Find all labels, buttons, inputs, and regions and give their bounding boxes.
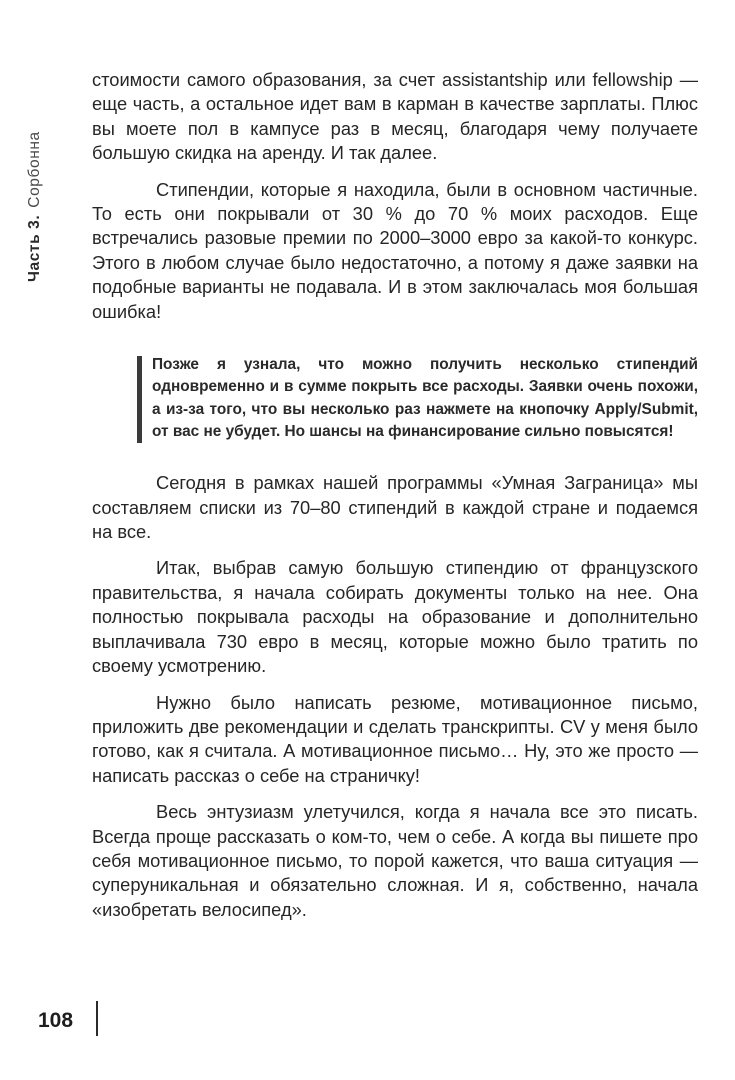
paragraph-1: стоимости самого образования, за счет assistantship или fellowship — еще часть, а остальное идет вам в карман в качестве зарплаты. Плюс вы моете пол в кампусе раз в месяц, благодаря чему получаете большую скидка на аренду. И так далее. <box>92 69 698 164</box>
running-head-part: Часть 3. <box>26 214 43 282</box>
callout-box <box>137 354 698 443</box>
running-head-title: Сорбонна <box>26 131 43 208</box>
paragraph-3: Сегодня в рамках нашей программы «Умная Заграница» мы составляем списки из 70–80 стипендий в каждой стране и подаемся на все. <box>92 472 698 543</box>
paragraph-6: Весь энтузиазм улетучился, когда я начала все это писать. Всегда проще рассказать о ком-то, чем о себе. А когда вы пишете про себя мотивационное письмо, то порой кажется, что ваша ситуация — суперуникальная и обязательно сложная. И я, собственно, начала «изобретать велосипед». <box>92 801 698 920</box>
page-number-rule <box>96 1001 98 1036</box>
paragraph-2: Стипендии, которые я находила, были в основном частичные. То есть они покрывали от 30 % до 70 % моих расходов. Еще встречались разовые премии по 2000–3000 евро за какой-то конкурс. Этого в любом случае было недостаточно, а потому я даже заявки на подобные варианты не подавала. И в этом заключалась моя большая ошибка! <box>92 178 698 322</box>
paragraph-gap <box>92 166 698 178</box>
running-head <box>18 72 52 282</box>
callout-bar <box>137 356 142 443</box>
paragraph-5: Нужно было написать резюме, мотивационное письмо, приложить две рекомендации и сделать транскрипты. CV у меня было готово, как я считала. А мотивационное письмо… Ну, это же просто — написать рассказ о себе на страничку! <box>92 691 698 786</box>
callout-text: Позже я узнала, что можно получить несколько стипендий одновременно и в сумме покрыть все расходы. Заявки очень похожи, а из-за того, что вы несколько раз нажмете на кнопочку Apply/Submit, от вас не убудет. Но шансы на финансирование сильно повысятся! <box>152 356 698 440</box>
page-body <box>92 68 698 922</box>
paragraph-gap <box>92 544 698 556</box>
paragraph-gap <box>92 679 698 691</box>
page-number: 108 <box>38 1009 74 1032</box>
paragraph-gap <box>92 788 698 800</box>
paragraph-4: Итак, выбрав самую большую стипендию от французского правительства, я начала собирать документы только на нее. Она полностью покрывала расходы на образование и дополнительно выплачивала 730 евро в месяц, которые можно было тратить по своему усмотрению. <box>92 557 698 677</box>
